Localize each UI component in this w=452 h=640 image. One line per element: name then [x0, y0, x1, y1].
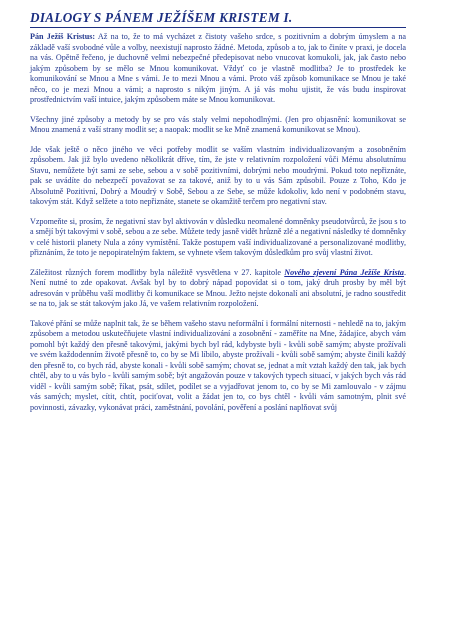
paragraph-3: Jde však ještě o něco jiného ve věci potřeby modlit se vaším vlastním individualizovaným a zosobněním způsobem. Jak již bylo uvedeno několikrát dříve, tím, že jste v relativním rozpoložení vůči Mému absolutnímu Stavu, nemůžete být sami ze sebe, sebou a v sobě pozitivními, dobrými nebo moudrými. Pokud toto nepřiznáte, pak se uvádíte do nebezpečí považovat se za takové, aniž by to u vás Sám způsobil. Pouze z Toho, Kdo je Absolutně Pozitivní, Dobrý a Moudrý v Sobě, Sebou a ze Sebe, se může kdokoliv, kdo není v podobném stavu, takovým stát. Když selžete a toto nepřiznáte, stanete se okamžitě terčem pro negativní stav. [30, 144, 406, 206]
page-title: DIALOGY S PÁNEM JEŽÍŠEM KRISTEM I. [30, 10, 406, 28]
book-reference-link[interactable]: Nového zjevení Pána Ježíše Krista [284, 267, 404, 277]
spacer [30, 208, 406, 217]
paragraph-2: Všechny jiné způsoby a metody by se pro vás staly velmi nepohodlnými. (Jen pro objasnění: komunikovat se Mnou znamená z vaší strany modlit se; a naopak: modlit se ke Mně znamená komunikovat se Mnou). [30, 114, 406, 134]
paragraph-1-text: Až na to, že to má vycházet z čistoty vašeho srdce, s pozitivním a dobrým úmyslem a na základě vaší svobodné vůle a volby, neexistují naprosto žádné. Metoda, způsob a to, jak to činíte v praxi, je docela na vás. Opětně řečeno, je duchovně velmi nebezpečné předepisovat nebo vnucovat komukoli, jak, jak často nebo jakým způsobem by se mělo se Mnou komunikovat. Vždyť co je vlastně modlitba? Je to prostředek ke komunikování se Mnou a Mne s vámi. Je to mezi Mnou a vámi. Proto váš způsob komunikace se Mnou je také něco, co je mezi Mnou a vámi; a naprosto s nikým jiným. A já vás mohu ujistit, že vás budu inspirovat prostřednictvím vaší intuice, jakým způsobem máte se Mnou komunikovat. [30, 32, 406, 104]
paragraph-1 [30, 32, 406, 106]
paragraph-5 [30, 268, 406, 310]
paragraph-5-text-before: Záležitost různých forem modlitby byla náležitě vysvětlena v 27. kapitole [30, 267, 285, 277]
paragraph-6: Takové přání se může naplnit tak, že se během vašeho stavu neformální i formální niternosti - nehledě na to, jakým způsobem a metodou uskutečňujete vlastní individualizování a zosobnění - zaměříte na Mne, žádajíce, abych vám pomohl být každý den přesně takovými, jakými bych byl rád, kdybyste byli - kvůli sobě samým; abyste prožívali ve svém každodenním životě přesně to, co by se Mi líbilo, abyste prožívali - kvůli sobě samým; abyste činili každý den přesně to, co bych rád, abyste konali - kvůli sobě samým; chovat se, jednat a mít vztah každý den tak, jak bych chtěl, aby to u vás bylo - kvůli samým sobě; být angažován pouze v takových typech situací, v jakých bych vás rád viděl - kvůli samým sobě; říkat, psát, sdílet, podílet se a vyjadřovat jenom to, co by se Mi zamlouvalo - v zájmu vás samých; myslet, cítit, chtít, pociťovat, volit a žádat jen to, co bys chtěl - kvůli vám samotným, plnit své povinnosti, závazky, vykonávat práci, zaměstnání, povolání, pověření a poslání naplňovat svůj [30, 318, 406, 412]
spacer [30, 106, 406, 115]
spacer [30, 310, 406, 319]
paragraph-4: Vzpomeňte si, prosím, že negativní stav byl aktivován v důsledku neomalené domněnky pseudotvůrců, že jsou s to a smějí být takovými v sobě, sebou a ze sebe. Můžete tedy jasně vidět hrůzně zlé a negativní následky té domněnky v celé historii planety Nula a zóny vymístění. Takže postupem vaší individualizované a personalizované modlitby, přiznáním, že toto je nepopiratelným faktem, se vyhnete všem takovým důsledkům pro svůj vlastní život. [30, 216, 406, 257]
spacer [30, 259, 406, 268]
spacer [30, 136, 406, 145]
speaker-label: Pán Ježíš Kristus: [30, 32, 96, 41]
paragraph-5-text-after: . Není nutné to zde opakovat. Avšak byl by to dobrý nápad popovídat si o tom, jaký druh prosby by měl být adresován v průběhu vaší modlitby či komunikace se Mnou. Ježto nejste dokonalí ani absolutní, je radno soustředit se na to, jak se stát takovým jako Já, ve vašem relativním rozpoložení. [30, 267, 406, 308]
